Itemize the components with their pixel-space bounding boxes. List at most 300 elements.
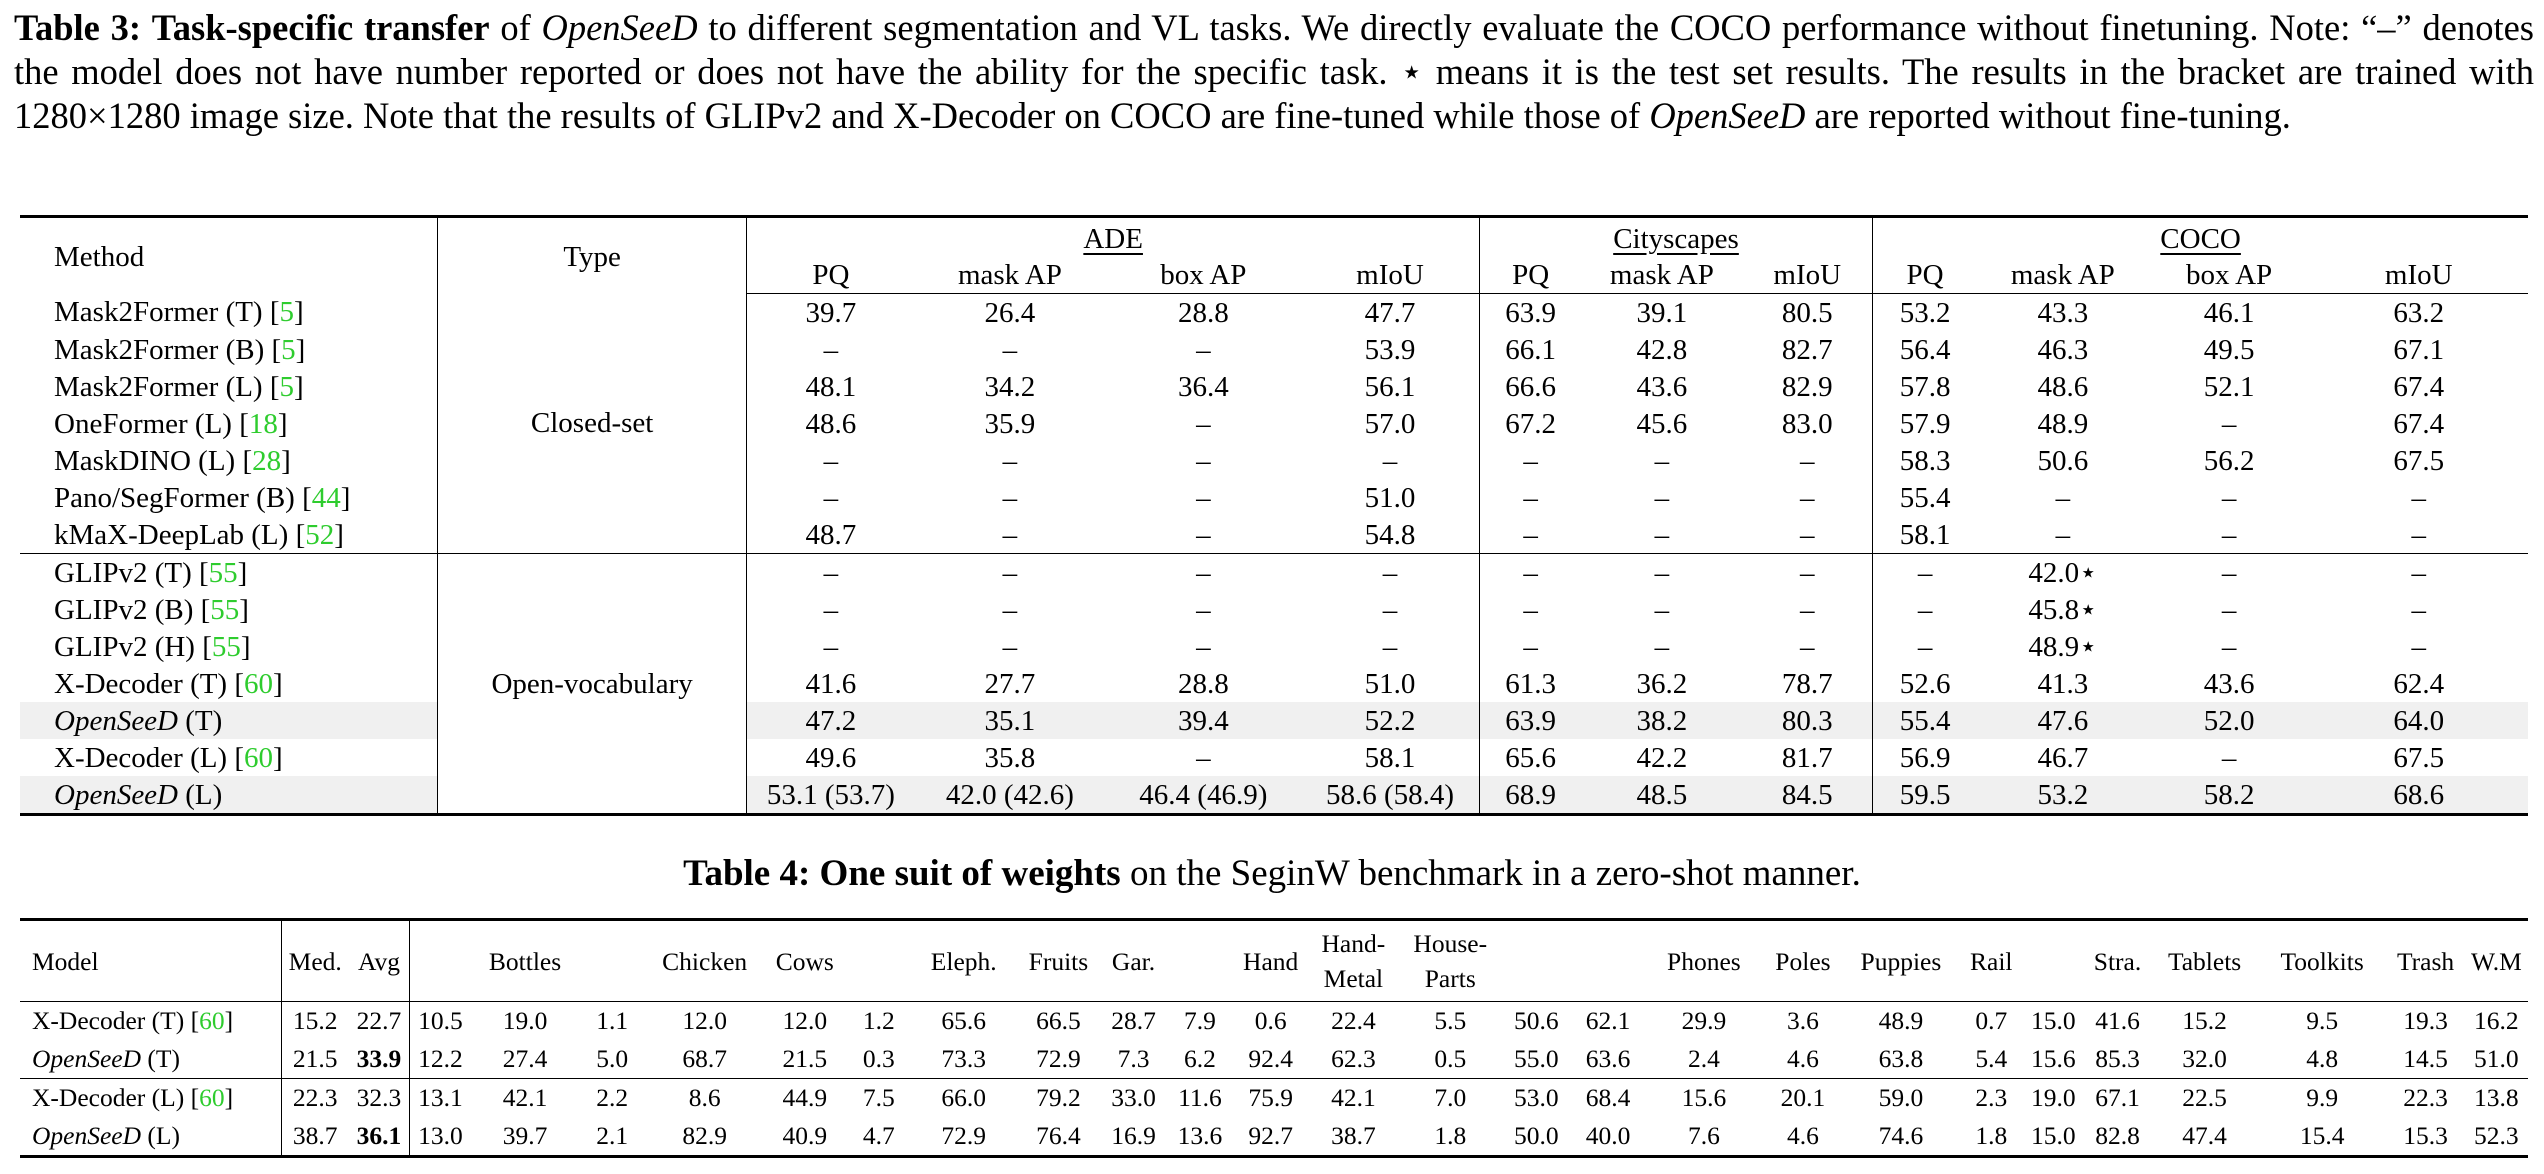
- value-cell: 67.4: [2393, 370, 2445, 403]
- value-cell: 22.3: [2386, 1079, 2464, 1118]
- value-cell: 72.9: [1036, 1044, 1081, 1073]
- value-cell: 56.9: [1899, 741, 1951, 774]
- value-cell: 46.7: [2037, 741, 2089, 774]
- value-cell: 13.0: [418, 1121, 463, 1150]
- method-cell: [20, 776, 437, 815]
- value-cell: 32.3: [349, 1079, 410, 1118]
- value-cell: 57.9: [1899, 407, 1951, 440]
- value-cell: –: [1654, 518, 1670, 551]
- column-header: [1572, 920, 1644, 1002]
- value-cell: 67.5: [2393, 741, 2445, 774]
- value-cell: 48.9: [2037, 407, 2089, 440]
- column-header: [845, 920, 912, 1002]
- table-row: [20, 628, 2528, 665]
- value-cell: 82.9: [682, 1121, 727, 1150]
- value-cell: 3.6: [1787, 1006, 1819, 1035]
- value-cell: 41.3: [2037, 667, 2089, 700]
- group-header-ade: ADE: [747, 217, 1479, 258]
- model-name: OpenSeeD: [1649, 95, 1806, 136]
- column-header: Chicken: [645, 920, 765, 1002]
- model-cell: X-Decoder (T) [60]: [20, 1002, 281, 1041]
- value-cell: 63.9: [1505, 296, 1557, 329]
- value-cell: –: [2221, 630, 2237, 663]
- citation-link[interactable]: 60: [199, 1006, 225, 1035]
- table-row: [20, 776, 2528, 815]
- column-header: Bottles: [471, 920, 580, 1002]
- value-cell: 63.9: [1479, 702, 1581, 739]
- table-row: [20, 294, 2528, 332]
- value-cell: 26.4: [984, 296, 1036, 329]
- value-cell: 28.8: [1177, 667, 1229, 700]
- value-cell: 53.0: [1500, 1079, 1572, 1118]
- method-cell: [20, 702, 437, 739]
- value-cell: 52.2: [1301, 702, 1479, 739]
- value-cell: –: [1523, 630, 1538, 663]
- value-cell: –: [1002, 630, 1018, 663]
- value-cell: –: [1106, 554, 1302, 592]
- value-cell: 13.6: [1177, 1121, 1223, 1150]
- value-cell: 39.1: [1636, 296, 1688, 329]
- table-row: [20, 405, 2528, 442]
- value-cell: 38.7: [292, 1121, 338, 1150]
- type-header: Type: [437, 217, 747, 294]
- caption-text: to different segmentation and VL tasks. We directly evaluate the COCO performance without finetuning. Note: “–” denotes the model does not have number reported or does not have the ability for the specific task. ⋆ means it is the test set results. The results in the bracket are trained with 1280×1280 image size. Note that the results of GLIPv2 and X-Decoder on COCO are fine-tuned while those of: [14, 7, 2534, 136]
- column-header: Avg: [349, 920, 410, 1002]
- caption-text: on the SeginW benchmark in a zero-shot manner.: [1120, 853, 1861, 894]
- value-cell: 13.1: [410, 1079, 471, 1118]
- method-header: Method: [20, 217, 437, 294]
- value-cell: 47.2: [747, 702, 914, 739]
- value-cell: –: [823, 481, 839, 514]
- column-header: Toolkits: [2258, 920, 2386, 1002]
- value-cell: 4.6: [1787, 1121, 1819, 1150]
- table-row: [20, 442, 2528, 479]
- value-cell: –: [1523, 481, 1538, 514]
- value-cell: 7.3: [1117, 1044, 1150, 1073]
- value-cell: 39.7: [805, 296, 857, 329]
- value-cell: –: [1742, 442, 1872, 479]
- column-header: [2023, 920, 2084, 1002]
- value-cell: 55.4: [1899, 481, 1951, 514]
- value-cell: 62.4: [2393, 667, 2445, 700]
- method-name: X-Decoder (L): [32, 1083, 185, 1112]
- column-header: Poles: [1764, 920, 1842, 1002]
- value-cell: –: [823, 593, 839, 626]
- value-cell: –: [1523, 593, 1538, 626]
- model-size: (L): [178, 778, 223, 811]
- method-name: MaskDINO (L): [54, 444, 236, 477]
- value-cell: 40.9: [782, 1121, 828, 1150]
- value-cell: 21.5: [782, 1044, 828, 1073]
- value-cell: –: [1002, 593, 1018, 626]
- value-cell: 12.2: [418, 1044, 463, 1073]
- value-cell: –: [1581, 554, 1742, 592]
- value-cell: –: [1196, 593, 1211, 626]
- value-cell: –: [2411, 518, 2426, 551]
- citation-link[interactable]: 5: [279, 370, 295, 403]
- value-cell: 68.4: [1572, 1079, 1644, 1118]
- header-line: Parts: [1424, 964, 1476, 993]
- citation-link[interactable]: 55: [211, 630, 241, 663]
- value-cell: 38.2: [1581, 702, 1742, 739]
- value-cell: 15.2: [292, 1006, 338, 1035]
- citation-link[interactable]: 5: [279, 296, 295, 329]
- value-cell: 67.1: [2393, 333, 2445, 366]
- citation-link[interactable]: 55: [210, 593, 240, 626]
- value-cell: –: [1523, 518, 1538, 551]
- value-cell: –: [2221, 593, 2237, 626]
- value-cell: 56.2: [2203, 444, 2255, 477]
- value-cell: 9.9: [2258, 1079, 2386, 1118]
- value-cell: 43.6: [2203, 667, 2255, 700]
- value-cell: 12.0: [682, 1006, 727, 1035]
- value-cell: 5.5: [1434, 1006, 1467, 1035]
- value-cell: 4.7: [862, 1121, 895, 1150]
- method-name: Mask2Former (T): [54, 296, 263, 329]
- citation-link[interactable]: 60: [199, 1083, 225, 1112]
- citation-link[interactable]: 60: [244, 667, 274, 700]
- value-cell: –: [1654, 593, 1670, 626]
- table4-body: [20, 1002, 2528, 1157]
- value-cell: 48.9: [1878, 1006, 1924, 1035]
- method-name: Pano/SegFormer (B): [54, 481, 295, 514]
- value-cell: 56.1: [1301, 368, 1479, 405]
- table4-title: One suit of weights: [819, 853, 1121, 894]
- value-cell: 43.3: [2037, 296, 2089, 329]
- value-cell: 27.7: [984, 667, 1036, 700]
- value-cell: 2.2: [579, 1079, 644, 1118]
- table3-body: [20, 294, 2528, 815]
- value-cell: 28.7: [1111, 1006, 1156, 1035]
- value-cell: –: [1196, 518, 1211, 551]
- value-cell: –: [823, 444, 839, 477]
- value-cell: –: [1196, 481, 1211, 514]
- method-cell: OneFormer (L) [18]: [20, 405, 437, 442]
- caption-text: of: [489, 7, 542, 48]
- value-cell: –: [1654, 630, 1670, 663]
- column-header: PQ: [1873, 257, 1977, 294]
- value-cell: –: [1742, 628, 1872, 665]
- value-cell: 82.7: [1742, 331, 1872, 368]
- value-cell: 6.2: [1183, 1044, 1216, 1073]
- citation-link[interactable]: 28: [252, 444, 282, 477]
- value-cell: 15.0: [2030, 1121, 2076, 1150]
- value-cell: –: [914, 554, 1105, 592]
- header-line: Hand-: [1321, 929, 1386, 958]
- value-cell: 42.2: [1636, 741, 1688, 774]
- value-cell: 83.0: [1742, 405, 1872, 442]
- value-cell: 66.0: [913, 1079, 1015, 1118]
- type-cell: Closed-set: [437, 294, 747, 554]
- value-cell: 15.6: [2030, 1044, 2076, 1073]
- method-name: X-Decoder (L): [54, 741, 228, 774]
- value-cell: 19.3: [2403, 1006, 2448, 1035]
- table-row: [20, 516, 2528, 554]
- column-header: mask AP: [1581, 257, 1742, 294]
- value-cell: 39.7: [502, 1121, 548, 1150]
- value-cell: –: [1742, 591, 1872, 628]
- column-header: Gar.: [1102, 920, 1165, 1002]
- value-cell: 16.9: [1111, 1121, 1156, 1150]
- value-cell: 73.3: [941, 1044, 987, 1073]
- value-cell: 52.1: [2203, 370, 2255, 403]
- method-cell: Mask2Former (T) [5]: [20, 294, 437, 332]
- value-cell: 1.2: [862, 1006, 895, 1035]
- column-header: mIoU: [1742, 257, 1872, 294]
- value-cell: 63.6: [1585, 1044, 1631, 1073]
- value-cell: 52.3: [2474, 1121, 2519, 1150]
- value-cell: 58.2: [2149, 776, 2310, 815]
- value-cell: 51.0: [2474, 1044, 2519, 1073]
- value-cell: 41.6: [805, 667, 857, 700]
- value-cell: 42.8: [1636, 333, 1688, 366]
- value-cell: 57.0: [1301, 405, 1479, 442]
- value-cell: –: [1002, 444, 1018, 477]
- value-cell: –: [1742, 516, 1872, 554]
- model-cell: X-Decoder (L) [60]: [20, 1079, 281, 1118]
- citation-link[interactable]: 44: [311, 481, 341, 514]
- value-cell: 29.9: [1681, 1006, 1727, 1035]
- value-cell: 36.4: [1177, 370, 1229, 403]
- method-name: X-Decoder (T): [54, 667, 228, 700]
- value-cell: 66.6: [1505, 370, 1557, 403]
- value-cell: 27.4: [502, 1044, 548, 1073]
- value-cell: 63.2: [2393, 296, 2445, 329]
- citation-link[interactable]: 5: [281, 333, 296, 366]
- value-cell: 48.5: [1581, 776, 1742, 815]
- value-cell: 35.9: [984, 407, 1036, 440]
- value-cell: 41.6: [2095, 1006, 2140, 1035]
- value-cell: 45.8⋆: [2028, 593, 2098, 626]
- method-cell: kMaX-DeepLab (L) [52]: [20, 516, 437, 554]
- method-name: X-Decoder (T): [32, 1006, 185, 1035]
- value-cell: –: [1742, 554, 1872, 592]
- value-cell: 64.0: [2310, 702, 2529, 739]
- value-cell: 33.9: [349, 1040, 410, 1079]
- method-name: GLIPv2 (H): [54, 630, 195, 663]
- value-cell: 32.0: [2182, 1044, 2227, 1073]
- value-cell: 82.9: [1742, 368, 1872, 405]
- value-cell: 55.4: [1873, 702, 1977, 739]
- value-cell: –: [1196, 741, 1211, 774]
- table-row: [20, 1079, 2528, 1118]
- value-cell: –: [2055, 518, 2071, 551]
- value-cell: –: [2411, 630, 2426, 663]
- column-header: Fruits: [1015, 920, 1102, 1002]
- table-row: [20, 368, 2528, 405]
- value-cell: 65.6: [941, 1006, 987, 1035]
- column-header: mIoU: [2310, 257, 2529, 294]
- value-cell: 80.3: [1742, 702, 1872, 739]
- model-size: (L): [141, 1121, 180, 1150]
- value-cell: 0.6: [1254, 1006, 1287, 1035]
- column-header: Phones: [1644, 920, 1764, 1002]
- table-row: [20, 1040, 2528, 1079]
- value-cell: 56.4: [1899, 333, 1951, 366]
- value-cell: 62.1: [1585, 1006, 1631, 1035]
- value-cell: 1.8: [1434, 1121, 1467, 1150]
- value-cell: 53.2: [1977, 776, 2149, 815]
- value-cell: 79.2: [1015, 1079, 1102, 1118]
- value-cell: 7.5: [845, 1079, 912, 1118]
- value-cell: 2.1: [596, 1121, 629, 1150]
- model-name: OpenSeeD: [32, 1121, 142, 1150]
- value-cell: 15.2: [2182, 1006, 2227, 1035]
- value-cell: 16.2: [2474, 1006, 2519, 1035]
- value-cell: 81.7: [1742, 739, 1872, 776]
- value-cell: 85.3: [2095, 1044, 2140, 1073]
- value-cell: –: [1917, 593, 1933, 626]
- value-cell: 54.8: [1301, 516, 1479, 554]
- group-header-cityscapes: Cityscapes: [1479, 217, 1872, 258]
- value-cell: 47.6: [1977, 702, 2149, 739]
- type-cell: Open-vocabulary: [437, 554, 747, 815]
- value-cell: 92.4: [1248, 1044, 1293, 1073]
- value-cell: 67.1: [2084, 1079, 2151, 1118]
- value-cell: 48.6: [2037, 370, 2089, 403]
- value-cell: 61.3: [1505, 667, 1557, 700]
- column-header: [1400, 920, 1500, 1002]
- value-cell: –: [1917, 630, 1933, 663]
- value-cell: 10.5: [418, 1006, 463, 1035]
- citation-link[interactable]: 60: [244, 741, 274, 774]
- column-header: [410, 920, 471, 1002]
- value-cell: 58.6 (58.4): [1301, 776, 1479, 815]
- value-cell: 63.8: [1878, 1044, 1924, 1073]
- value-cell: –: [1196, 444, 1211, 477]
- value-cell: 21.5: [292, 1044, 338, 1073]
- model-name: OpenSeeD: [54, 778, 179, 811]
- value-cell: 53.9: [1301, 331, 1479, 368]
- table-row: [20, 331, 2528, 368]
- value-cell: 84.5: [1742, 776, 1872, 815]
- table3-title: Task-specific transfer: [151, 7, 490, 48]
- value-cell: 51.0: [1301, 479, 1479, 516]
- value-cell: 67.2: [1505, 407, 1557, 440]
- column-header: Rail: [1960, 920, 2023, 1002]
- method-cell: Mask2Former (L) [5]: [20, 368, 437, 405]
- value-cell: 1.1: [596, 1006, 629, 1035]
- column-header: [1165, 920, 1235, 1002]
- value-cell: 43.6: [1636, 370, 1688, 403]
- value-cell: 35.1: [914, 702, 1105, 739]
- method-name: GLIPv2 (B): [54, 593, 194, 626]
- model-name: OpenSeeD: [541, 7, 698, 48]
- value-cell: 50.6: [1513, 1006, 1559, 1035]
- value-cell: –: [1002, 518, 1018, 551]
- value-cell: 8.6: [645, 1079, 765, 1118]
- method-name: Mask2Former (B): [54, 333, 265, 366]
- value-cell: 58.1: [1899, 518, 1951, 551]
- value-cell: –: [1301, 442, 1479, 479]
- value-cell: 49.5: [2203, 333, 2255, 366]
- column-header: [1500, 920, 1572, 1002]
- table-row: [20, 479, 2528, 516]
- value-cell: 22.3: [281, 1079, 348, 1118]
- method-cell: GLIPv2 (T) [55]: [20, 554, 437, 592]
- value-cell: 78.7: [1742, 665, 1872, 702]
- value-cell: 62.3: [1331, 1044, 1376, 1073]
- column-header: Trash: [2386, 920, 2464, 1002]
- value-cell: 15.6: [1644, 1079, 1764, 1118]
- value-cell: 19.0: [2023, 1079, 2084, 1118]
- column-header: PQ: [1479, 257, 1581, 294]
- citation-link[interactable]: 52: [305, 518, 335, 551]
- value-cell: 33.0: [1102, 1079, 1165, 1118]
- value-cell: –: [2411, 481, 2426, 514]
- value-cell: 7.6: [1687, 1121, 1720, 1150]
- table-row: [20, 665, 2528, 702]
- method-cell: GLIPv2 (H) [55]: [20, 628, 437, 665]
- value-cell: –: [2055, 481, 2071, 514]
- value-cell: 46.1: [2203, 296, 2255, 329]
- value-cell: 38.7: [1331, 1121, 1376, 1150]
- value-cell: 66.1: [1505, 333, 1557, 366]
- value-cell: 50.0: [1513, 1121, 1559, 1150]
- model-cell: [20, 1117, 281, 1157]
- column-header: box AP: [2149, 257, 2310, 294]
- model-name: OpenSeeD: [32, 1044, 142, 1073]
- value-cell: 15.0: [2030, 1006, 2076, 1035]
- table3: [20, 215, 2528, 816]
- header-line: House-: [1413, 929, 1488, 958]
- value-cell: –: [1301, 554, 1479, 592]
- value-cell: 0.3: [862, 1044, 895, 1073]
- value-cell: 5.0: [596, 1044, 629, 1073]
- method-cell: X-Decoder (L) [60]: [20, 739, 437, 776]
- value-cell: 82.8: [2095, 1121, 2140, 1150]
- value-cell: 7.9: [1183, 1006, 1216, 1035]
- value-cell: –: [1002, 481, 1018, 514]
- value-cell: 7.0: [1400, 1079, 1500, 1118]
- value-cell: 45.6: [1636, 407, 1688, 440]
- column-header: Cows: [765, 920, 846, 1002]
- value-cell: 36.2: [1636, 667, 1688, 700]
- table-row: [20, 554, 2528, 592]
- method-cell: MaskDINO (L) [28]: [20, 442, 437, 479]
- value-cell: 67.5: [2393, 444, 2445, 477]
- citation-link[interactable]: 18: [248, 407, 278, 440]
- value-cell: –: [1002, 333, 1018, 366]
- column-header: box AP: [1106, 257, 1302, 294]
- value-cell: 42.1: [1307, 1079, 1401, 1118]
- value-cell: –: [1196, 333, 1211, 366]
- value-cell: 74.6: [1878, 1121, 1924, 1150]
- value-cell: –: [1873, 554, 1977, 592]
- value-cell: –: [2221, 518, 2237, 551]
- value-cell: –: [1654, 481, 1670, 514]
- method-name: kMaX-DeepLab (L): [54, 518, 289, 551]
- value-cell: 53.1 (53.7): [747, 776, 914, 815]
- table3-label: Table 3:: [14, 7, 142, 48]
- value-cell: –: [1523, 444, 1538, 477]
- citation-link[interactable]: 55: [208, 556, 238, 589]
- value-cell: –: [2221, 481, 2237, 514]
- value-cell: 66.5: [1036, 1006, 1081, 1035]
- value-cell: 48.9⋆: [2028, 630, 2098, 663]
- value-cell: 1.8: [1975, 1121, 2008, 1150]
- value-cell: 39.4: [1106, 702, 1302, 739]
- value-cell: 42.0 (42.6): [914, 776, 1105, 815]
- value-cell: 20.1: [1764, 1079, 1842, 1118]
- value-cell: 72.9: [941, 1121, 987, 1150]
- value-cell: 11.6: [1165, 1079, 1235, 1118]
- column-header: Hand: [1235, 920, 1307, 1002]
- value-cell: 58.3: [1899, 444, 1951, 477]
- value-cell: 44.9: [765, 1079, 846, 1118]
- value-cell: 12.0: [782, 1006, 828, 1035]
- value-cell: 4.8: [2306, 1044, 2339, 1073]
